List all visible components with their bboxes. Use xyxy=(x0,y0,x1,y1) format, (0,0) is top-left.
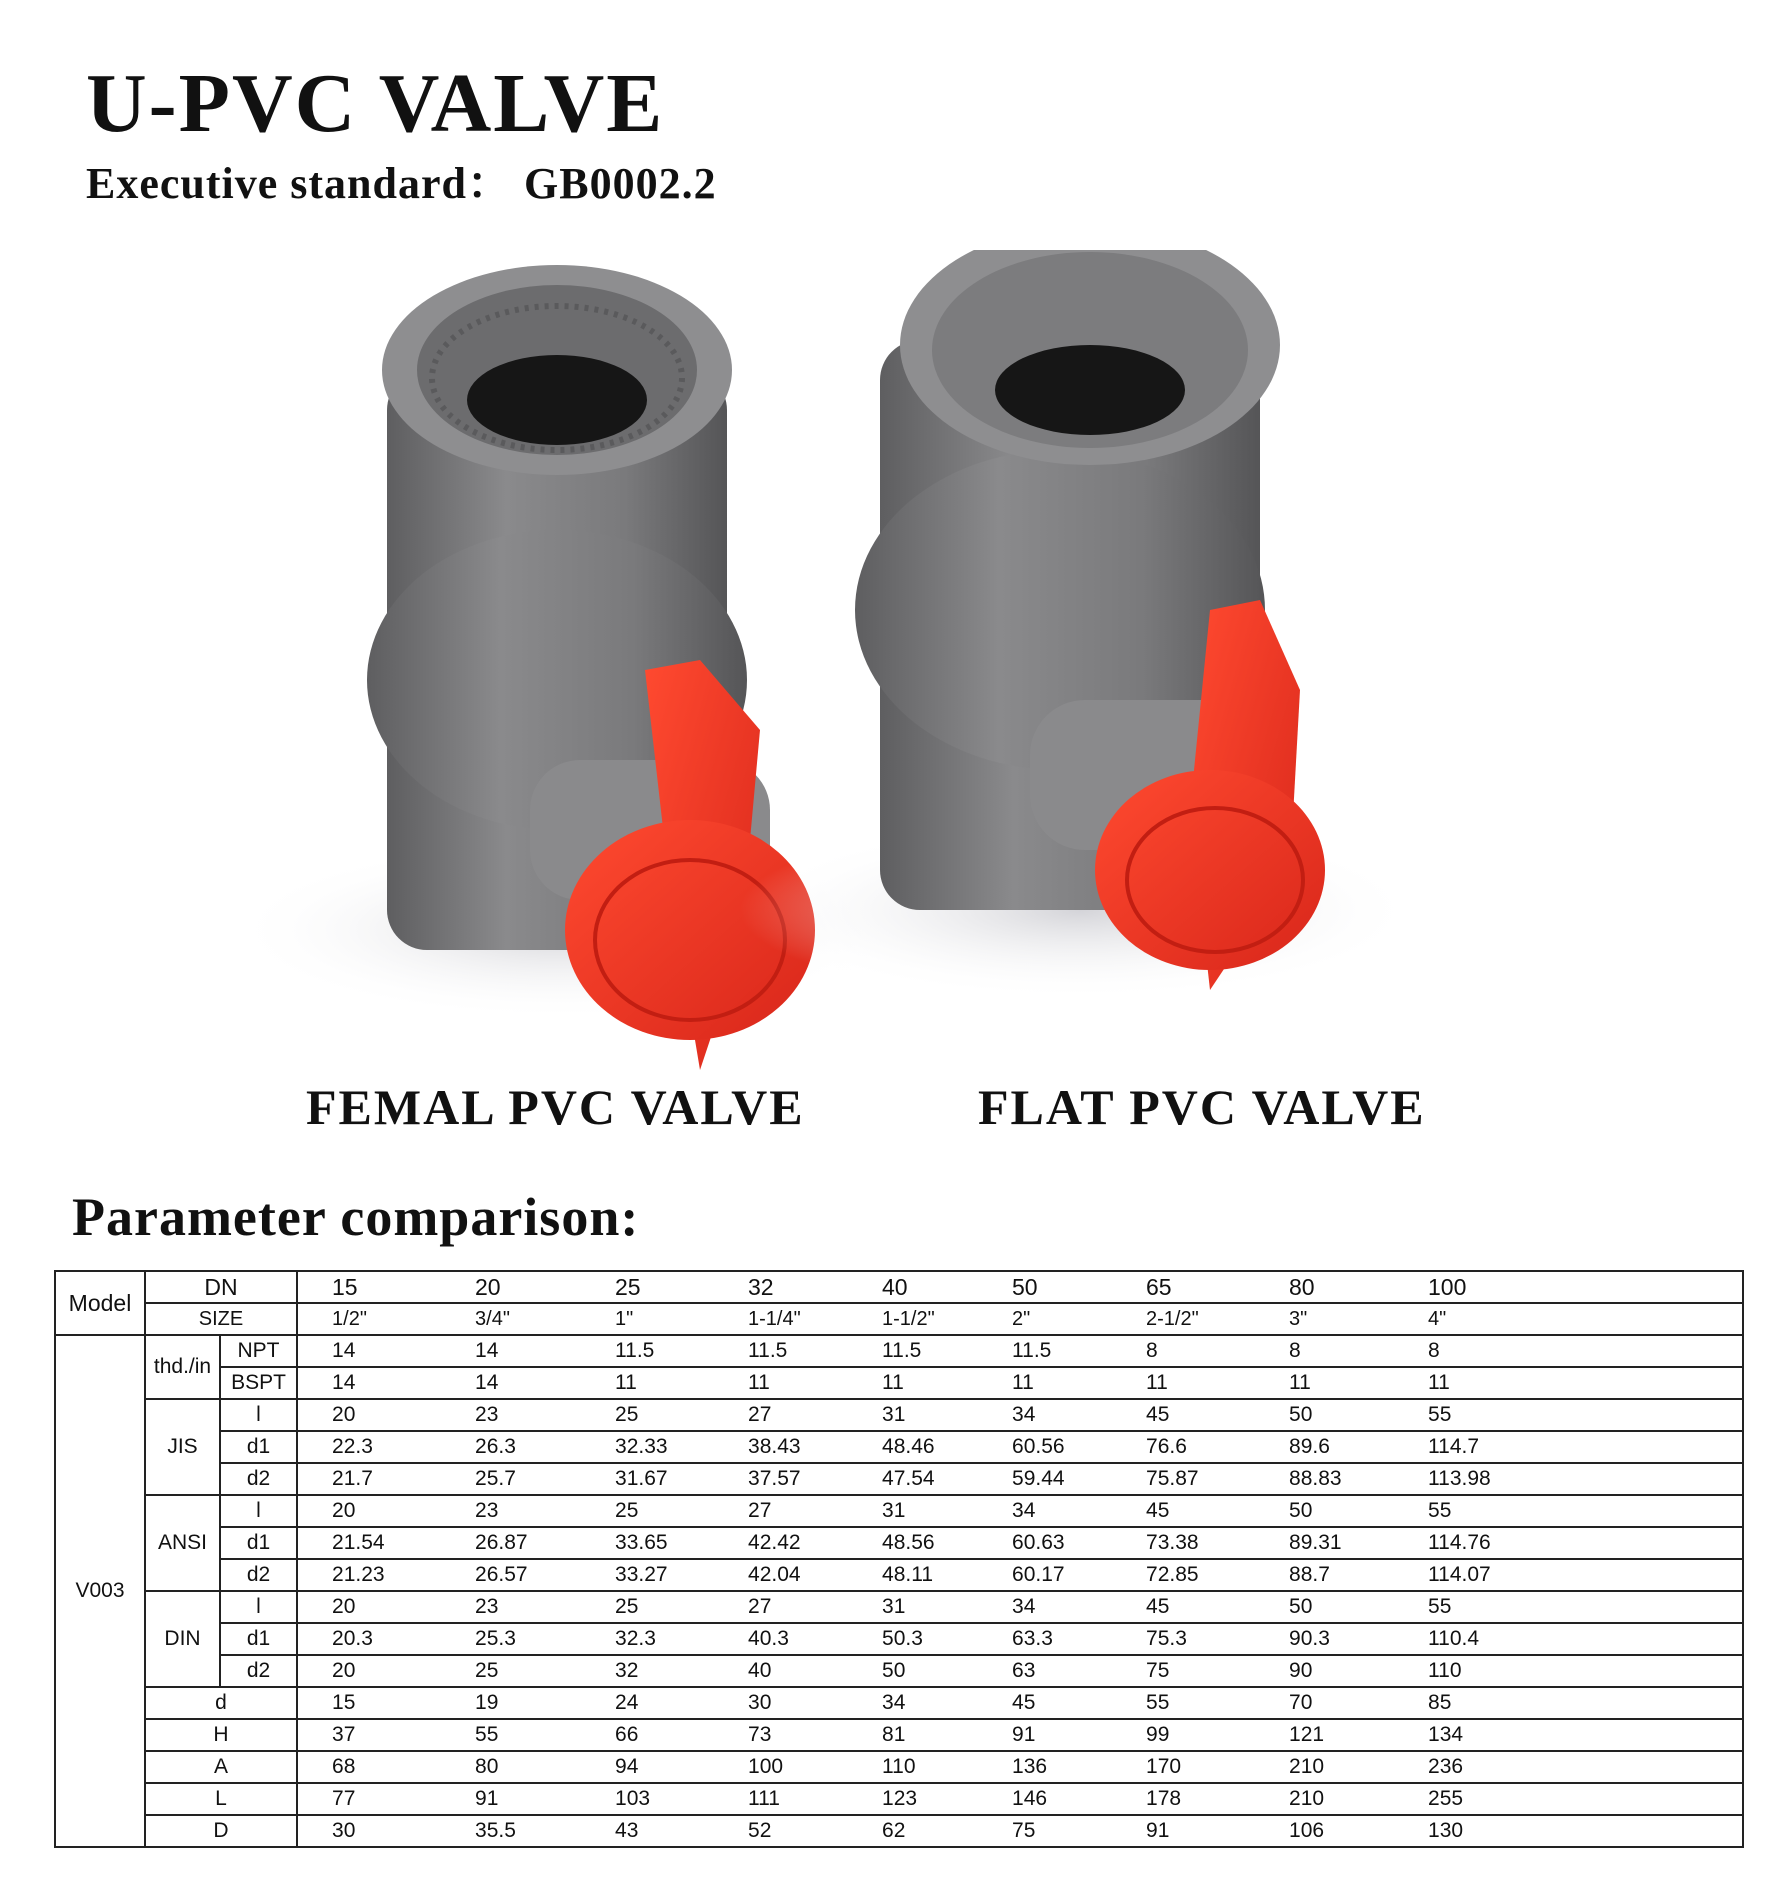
table-cell: 1/2" xyxy=(297,1303,441,1335)
table-cell: 24 xyxy=(581,1687,714,1719)
table-row xyxy=(55,1719,1743,1751)
table-row xyxy=(55,1783,1743,1815)
table-cell: 26.3 xyxy=(441,1431,581,1463)
table-cell: 32 xyxy=(714,1271,848,1303)
table-cell: 27 xyxy=(714,1591,848,1623)
table-cell: 32.33 xyxy=(581,1431,714,1463)
table-cell: 34 xyxy=(848,1687,978,1719)
table-row xyxy=(55,1527,1743,1559)
table-cell: 11 xyxy=(978,1367,1112,1399)
table-cell: 31 xyxy=(848,1399,978,1431)
table-cell: 210 xyxy=(1255,1783,1394,1815)
table-cell: 21.54 xyxy=(297,1527,441,1559)
table-cell: 11.5 xyxy=(581,1335,714,1367)
table-cell: 62 xyxy=(848,1815,978,1847)
table-cell: 40 xyxy=(848,1271,978,1303)
table-cell: 80 xyxy=(1255,1271,1394,1303)
product-photo xyxy=(0,250,1772,1090)
table-row xyxy=(55,1431,1743,1463)
table-cell-spacer xyxy=(1645,1399,1743,1431)
table-cell: 40.3 xyxy=(714,1623,848,1655)
table-cell: 255 xyxy=(1394,1783,1645,1815)
dimension-label: d xyxy=(145,1687,297,1719)
caption-female-valve: FEMAL PVC VALVE xyxy=(306,1079,805,1135)
table-cell: 2" xyxy=(978,1303,1112,1335)
table-cell: 89.31 xyxy=(1255,1527,1394,1559)
table-cell: 43 xyxy=(581,1815,714,1847)
table-cell: 123 xyxy=(848,1783,978,1815)
table-row xyxy=(55,1559,1743,1591)
group-label: JIS xyxy=(145,1399,220,1495)
table-cell: 27 xyxy=(714,1495,848,1527)
table-cell: 1" xyxy=(581,1303,714,1335)
table-cell: 130 xyxy=(1394,1815,1645,1847)
row-label: NPT xyxy=(220,1335,297,1367)
table-cell: 50 xyxy=(1255,1399,1394,1431)
table-cell: 81 xyxy=(848,1719,978,1751)
table-cell: 47.54 xyxy=(848,1463,978,1495)
row-label: d2 xyxy=(220,1559,297,1591)
group-label: ANSI xyxy=(145,1495,220,1591)
table-cell: 50 xyxy=(848,1655,978,1687)
table-cell: 99 xyxy=(1112,1719,1255,1751)
table-row xyxy=(55,1303,1743,1335)
table-cell: 37 xyxy=(297,1719,441,1751)
table-cell: 60.56 xyxy=(978,1431,1112,1463)
table-row xyxy=(55,1751,1743,1783)
table-cell: 48.46 xyxy=(848,1431,978,1463)
table-cell-spacer xyxy=(1645,1655,1743,1687)
flat-pvc-valve-image xyxy=(740,250,1420,1000)
dimension-label: L xyxy=(145,1783,297,1815)
table-cell: 14 xyxy=(441,1335,581,1367)
table-cell: 76.6 xyxy=(1112,1431,1255,1463)
size-header: SIZE xyxy=(145,1303,297,1335)
table-cell: 70 xyxy=(1255,1687,1394,1719)
table-cell: 25 xyxy=(581,1271,714,1303)
table-cell: 32 xyxy=(581,1655,714,1687)
table-cell: 25 xyxy=(581,1399,714,1431)
table-cell: 23 xyxy=(441,1399,581,1431)
parameter-table xyxy=(54,1270,1744,1848)
table-row xyxy=(55,1623,1743,1655)
table-cell-spacer xyxy=(1645,1527,1743,1559)
table-cell: 88.7 xyxy=(1255,1559,1394,1591)
dimension-label: D xyxy=(145,1815,297,1847)
row-label: l xyxy=(220,1591,297,1623)
table-cell: 2-1/2" xyxy=(1112,1303,1255,1335)
table-cell: 11.5 xyxy=(848,1335,978,1367)
table-cell: 11.5 xyxy=(714,1335,848,1367)
table-cell: 55 xyxy=(1394,1399,1645,1431)
dimension-label: A xyxy=(145,1751,297,1783)
table-cell: 4" xyxy=(1394,1303,1645,1335)
table-cell: 8 xyxy=(1255,1335,1394,1367)
executive-standard: Executive standard： GB0002.2 xyxy=(86,159,717,208)
table-cell: 55 xyxy=(1394,1591,1645,1623)
table-cell: 45 xyxy=(1112,1399,1255,1431)
table-cell: 25 xyxy=(581,1591,714,1623)
row-label: d1 xyxy=(220,1527,297,1559)
table-cell: 15 xyxy=(297,1271,441,1303)
table-row xyxy=(55,1591,1743,1623)
table-cell: 65 xyxy=(1112,1271,1255,1303)
table-cell: 75.3 xyxy=(1112,1623,1255,1655)
table-cell: 68 xyxy=(297,1751,441,1783)
row-label: l xyxy=(220,1495,297,1527)
table-cell: 25 xyxy=(581,1495,714,1527)
table-cell-spacer xyxy=(1645,1591,1743,1623)
table-cell: 114.76 xyxy=(1394,1527,1645,1559)
table-cell: 11 xyxy=(714,1367,848,1399)
table-cell: 103 xyxy=(581,1783,714,1815)
group-label: DIN xyxy=(145,1591,220,1687)
table-cell: 55 xyxy=(1112,1687,1255,1719)
table-cell: 110 xyxy=(1394,1655,1645,1687)
table-cell: 89.6 xyxy=(1255,1431,1394,1463)
table-cell: 48.11 xyxy=(848,1559,978,1591)
table-row xyxy=(55,1655,1743,1687)
table-cell: 1-1/4" xyxy=(714,1303,848,1335)
row-label: l xyxy=(220,1399,297,1431)
table-row xyxy=(55,1495,1743,1527)
table-cell: 91 xyxy=(441,1783,581,1815)
table-cell-spacer xyxy=(1645,1495,1743,1527)
table-cell: 20 xyxy=(297,1495,441,1527)
table-cell: 94 xyxy=(581,1751,714,1783)
row-label: d1 xyxy=(220,1623,297,1655)
table-cell-spacer xyxy=(1645,1335,1743,1367)
table-row xyxy=(55,1271,1743,1303)
table-cell: 73.38 xyxy=(1112,1527,1255,1559)
table-cell: 23 xyxy=(441,1591,581,1623)
table-row xyxy=(55,1815,1743,1847)
table-cell: 66 xyxy=(581,1719,714,1751)
table-cell: 45 xyxy=(1112,1591,1255,1623)
table-cell: 30 xyxy=(297,1815,441,1847)
table-cell: 114.7 xyxy=(1394,1431,1645,1463)
table-cell: 20 xyxy=(297,1655,441,1687)
table-cell: 21.23 xyxy=(297,1559,441,1591)
table-cell: 23 xyxy=(441,1495,581,1527)
table-cell: 11 xyxy=(1255,1367,1394,1399)
table-cell: 3" xyxy=(1255,1303,1394,1335)
table-cell: 77 xyxy=(297,1783,441,1815)
table-cell: 14 xyxy=(297,1367,441,1399)
table-cell: 50 xyxy=(1255,1591,1394,1623)
table-cell: 21.7 xyxy=(297,1463,441,1495)
table-cell: 100 xyxy=(1394,1271,1645,1303)
table-cell: 121 xyxy=(1255,1719,1394,1751)
table-row xyxy=(55,1687,1743,1719)
table-cell: 52 xyxy=(714,1815,848,1847)
table-cell: 73 xyxy=(714,1719,848,1751)
table-cell: 75 xyxy=(978,1815,1112,1847)
table-cell: 38.43 xyxy=(714,1431,848,1463)
table-cell: 25.3 xyxy=(441,1623,581,1655)
dimension-label: H xyxy=(145,1719,297,1751)
table-cell: 31 xyxy=(848,1495,978,1527)
parameter-heading: Parameter comparison: xyxy=(72,1187,640,1247)
table-cell: 60.63 xyxy=(978,1527,1112,1559)
table-cell: 42.42 xyxy=(714,1527,848,1559)
table-cell: 20.3 xyxy=(297,1623,441,1655)
model-value: V003 xyxy=(55,1335,145,1847)
table-cell-spacer xyxy=(1645,1271,1743,1303)
table-cell: 59.44 xyxy=(978,1463,1112,1495)
table-cell: 170 xyxy=(1112,1751,1255,1783)
table-cell: 91 xyxy=(978,1719,1112,1751)
model-header: Model xyxy=(55,1271,145,1335)
table-cell: 106 xyxy=(1255,1815,1394,1847)
table-cell: 27 xyxy=(714,1399,848,1431)
table-cell: 210 xyxy=(1255,1751,1394,1783)
table-cell: 75.87 xyxy=(1112,1463,1255,1495)
dn-header: DN xyxy=(145,1271,297,1303)
table-cell: 45 xyxy=(1112,1495,1255,1527)
table-cell: 48.56 xyxy=(848,1527,978,1559)
row-label: d1 xyxy=(220,1431,297,1463)
table-cell: 26.87 xyxy=(441,1527,581,1559)
table-cell: 113.98 xyxy=(1394,1463,1645,1495)
table-cell: 50 xyxy=(1255,1495,1394,1527)
table-cell: 20 xyxy=(297,1399,441,1431)
page-title: U-PVC VALVE xyxy=(86,57,665,150)
table-cell: 75 xyxy=(1112,1655,1255,1687)
table-cell: 85 xyxy=(1394,1687,1645,1719)
table-cell: 88.83 xyxy=(1255,1463,1394,1495)
table-cell: 33.65 xyxy=(581,1527,714,1559)
table-row xyxy=(55,1463,1743,1495)
table-row xyxy=(55,1367,1743,1399)
table-cell: 134 xyxy=(1394,1719,1645,1751)
table-cell: 11 xyxy=(1112,1367,1255,1399)
row-label: d2 xyxy=(220,1655,297,1687)
table-cell: 20 xyxy=(441,1271,581,1303)
table-cell: 34 xyxy=(978,1399,1112,1431)
table-cell: 15 xyxy=(297,1687,441,1719)
table-cell: 40 xyxy=(714,1655,848,1687)
table-cell: 114.07 xyxy=(1394,1559,1645,1591)
table-cell: 100 xyxy=(714,1751,848,1783)
table-cell: 55 xyxy=(441,1719,581,1751)
table-cell: 136 xyxy=(978,1751,1112,1783)
table-cell: 1-1/2" xyxy=(848,1303,978,1335)
table-cell: 3/4" xyxy=(441,1303,581,1335)
table-cell: 34 xyxy=(978,1495,1112,1527)
table-cell: 72.85 xyxy=(1112,1559,1255,1591)
table-cell: 63 xyxy=(978,1655,1112,1687)
table-cell: 55 xyxy=(1394,1495,1645,1527)
row-label: d2 xyxy=(220,1463,297,1495)
table-cell: 35.5 xyxy=(441,1815,581,1847)
table-cell: 178 xyxy=(1112,1783,1255,1815)
table-cell-spacer xyxy=(1645,1687,1743,1719)
table-cell: 22.3 xyxy=(297,1431,441,1463)
table-row xyxy=(55,1399,1743,1431)
table-cell: 11 xyxy=(1394,1367,1645,1399)
table-cell-spacer xyxy=(1645,1719,1743,1751)
table-cell: 111 xyxy=(714,1783,848,1815)
row-label: BSPT xyxy=(220,1367,297,1399)
table-cell: 25.7 xyxy=(441,1463,581,1495)
table-cell: 32.3 xyxy=(581,1623,714,1655)
table-cell: 42.04 xyxy=(714,1559,848,1591)
table-cell: 8 xyxy=(1112,1335,1255,1367)
table-cell: 8 xyxy=(1394,1335,1645,1367)
table-cell-spacer xyxy=(1645,1751,1743,1783)
table-cell-spacer xyxy=(1645,1559,1743,1591)
table-cell: 80 xyxy=(441,1751,581,1783)
table-cell-spacer xyxy=(1645,1303,1743,1335)
table-cell-spacer xyxy=(1645,1431,1743,1463)
table-cell: 90 xyxy=(1255,1655,1394,1687)
table-cell: 146 xyxy=(978,1783,1112,1815)
table-cell: 63.3 xyxy=(978,1623,1112,1655)
table-cell: 20 xyxy=(297,1591,441,1623)
table-cell: 50 xyxy=(978,1271,1112,1303)
table-cell: 90.3 xyxy=(1255,1623,1394,1655)
table-cell-spacer xyxy=(1645,1783,1743,1815)
table-row xyxy=(55,1335,1743,1367)
table-cell: 14 xyxy=(297,1335,441,1367)
table-cell-spacer xyxy=(1645,1463,1743,1495)
table-cell-spacer xyxy=(1645,1623,1743,1655)
table-cell: 25 xyxy=(441,1655,581,1687)
table-cell: 11 xyxy=(581,1367,714,1399)
table-cell: 30 xyxy=(714,1687,848,1719)
table-cell: 26.57 xyxy=(441,1559,581,1591)
table-cell: 11 xyxy=(848,1367,978,1399)
table-cell: 19 xyxy=(441,1687,581,1719)
table-cell: 236 xyxy=(1394,1751,1645,1783)
table-cell: 34 xyxy=(978,1591,1112,1623)
table-cell-spacer xyxy=(1645,1367,1743,1399)
table-cell: 31 xyxy=(848,1591,978,1623)
table-cell: 110.4 xyxy=(1394,1623,1645,1655)
table-cell: 33.27 xyxy=(581,1559,714,1591)
group-label: thd./in xyxy=(145,1335,220,1399)
table-cell: 11.5 xyxy=(978,1335,1112,1367)
table-cell: 37.57 xyxy=(714,1463,848,1495)
table-cell: 91 xyxy=(1112,1815,1255,1847)
table-cell: 14 xyxy=(441,1367,581,1399)
caption-flat-valve: FLAT PVC VALVE xyxy=(978,1079,1426,1135)
table-cell: 45 xyxy=(978,1687,1112,1719)
table-cell: 110 xyxy=(848,1751,978,1783)
table-cell: 60.17 xyxy=(978,1559,1112,1591)
table-cell: 31.67 xyxy=(581,1463,714,1495)
table-cell-spacer xyxy=(1645,1815,1743,1847)
table-cell: 50.3 xyxy=(848,1623,978,1655)
